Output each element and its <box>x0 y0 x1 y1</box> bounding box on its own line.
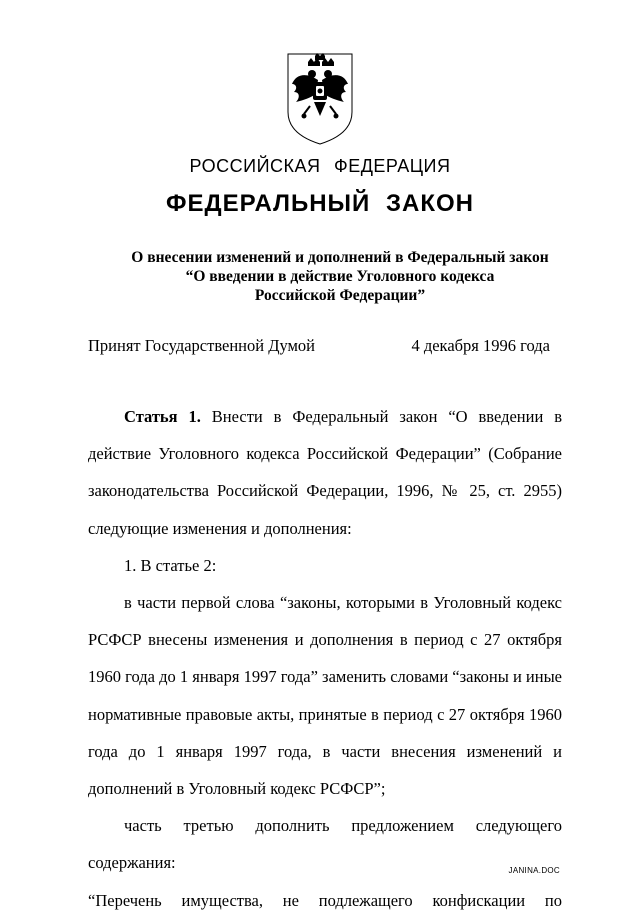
footer-filename: JANINA.DOC <box>508 866 560 875</box>
russian-coat-of-arms-icon <box>282 50 358 146</box>
adoption-date: 4 декабря 1996 года <box>411 336 550 355</box>
law-type-heading: ФЕДЕРАЛЬНЫЙ ЗАКОН <box>166 190 474 217</box>
article-label: Статья 1. <box>124 407 201 426</box>
body-paragraph: в части первой слова “законы, которыми в Уголовный кодекс РСФСР внесены изменения и дополнения в период с 27 октября 1960 года до 1 января 1997 года” заменить словами “законы и иные нормативные правовые акты, принятые в период с 27 октября 1960 года до 1 января 1997 года, в части внесения изменений и дополнений в Уголовный кодекс РСФСР”; <box>88 593 562 799</box>
country-heading: РОССИЙСКАЯ ФЕДЕРАЦИЯ <box>189 156 451 176</box>
law-title <box>130 248 550 305</box>
law-title-line: Российской Федерации” <box>254 287 426 304</box>
body-paragraph-quote: “Перечень имущества, не подлежащего конфискации по <box>88 890 562 910</box>
adopted-by-text: Принят Государственной Думой <box>88 336 316 355</box>
item-heading: 1. В статье 2: <box>124 555 217 575</box>
document-body <box>88 398 562 919</box>
law-title-line: “О введении в действие Уголовного кодекса <box>185 268 495 285</box>
law-title-line: О внесении изменений и дополнений в Федеральный закон <box>131 249 549 266</box>
body-paragraph: часть третью дополнить предложением следующего содержания: <box>88 816 562 873</box>
article-text: Внести в Федеральный закон “О введении в действие Уголовного кодекса Российской Федерации” (Собрание законодательства Российской Федерации, 1996, № 25, ст. 2955) следующие изменения и дополнения: <box>88 407 562 538</box>
adoption-row <box>88 336 550 358</box>
article-paragraph <box>88 398 562 547</box>
